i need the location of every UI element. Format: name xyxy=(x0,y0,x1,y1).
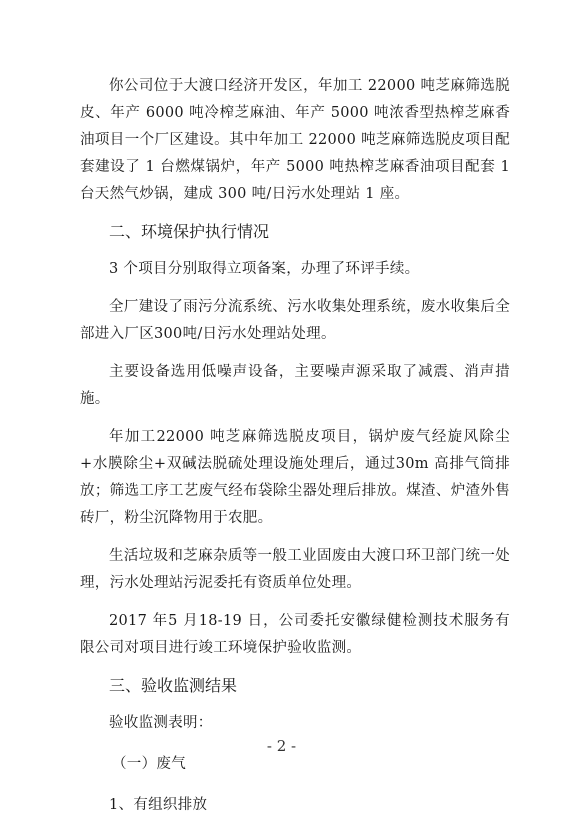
page-number: - 2 - xyxy=(266,737,297,755)
paragraph-project-overview: 你公司位于大渡口经济开发区，年加工 22000 吨芝麻筛选脱皮、年产 6000 吨冷榨芝麻油、年产 5000 吨浓香型热榨芝麻香油项目一个厂区建设。其中年加工 22000 吨芝麻筛选脱皮项目配套建设了 1 台燃煤锅炉，年产 5000 吨热榨芝麻香油项目配套 1 台天然气炒锅，建成 300 吨/日污水处理站 1 座。 xyxy=(80,78,510,202)
section-heading-environmental-execution: 二、环境保护执行情况 xyxy=(109,222,270,241)
paragraph-wastewater: 全厂建设了雨污分流系统、污水收集处理系统，废水收集后全部进入厂区300吨/日污水处理站处理。 xyxy=(80,299,510,342)
paragraph-monitoring-date: 2017 年5 月18-19 日，公司委托安徽绿健检测技术服务有限公司对项目进行竣工环境保护验收监测。 xyxy=(80,613,510,656)
paragraph-solid-waste: 生活垃圾和芝麻杂质等一般工业固废由大渡口环卫部门统一处理，污水处理站污泥委托有资质单位处理。 xyxy=(80,548,510,591)
subheading-exhaust-gas: （一）废气 xyxy=(112,756,186,772)
subheading-organized-emission: 1、有组织排放 xyxy=(109,797,208,813)
paragraph-exhaust-gas: 年加工22000 吨芝麻筛选脱皮项目，锅炉废气经旋风除尘+水膜除尘+双碱法脱硫处理设施处理后，通过30m 高排气筒排放；筛选工序工艺废气经布袋除尘器处理后排放。煤渣、炉渣外售砖厂，粉尘沉降物用于农肥。 xyxy=(80,429,510,526)
paragraph-monitoring-intro: 验收监测表明： xyxy=(109,715,213,731)
document-body xyxy=(80,73,510,833)
section-heading-monitoring-results: 三、验收监测结果 xyxy=(109,676,238,695)
paragraph-project-filing: 3 个项目分别取得立项备案，办理了环评手续。 xyxy=(109,261,420,277)
paragraph-noise: 主要设备选用低噪声设备，主要噪声源采取了减震、消声措施。 xyxy=(80,364,510,407)
